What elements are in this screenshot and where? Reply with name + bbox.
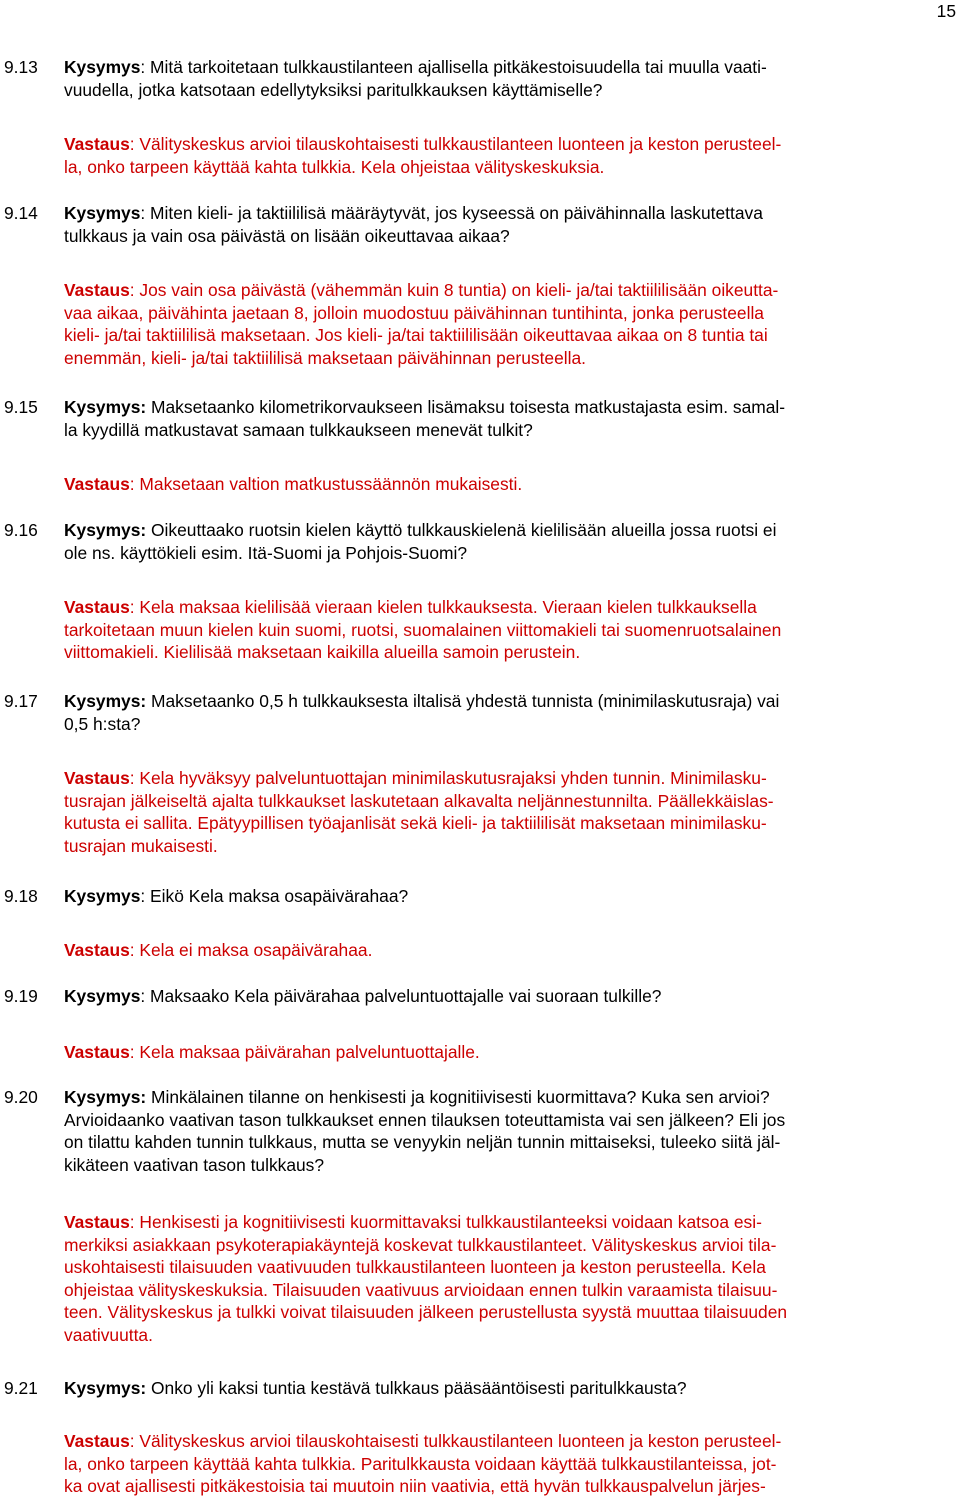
question-number: 9.21 [4,1378,38,1398]
answer-text [64,1211,952,1346]
answer-line: vaativuutta. [64,1324,153,1345]
answer-text [64,1430,952,1498]
answer-text [64,596,952,664]
answer-line: tusrajan jälkeiseltä ajalta tulkkaukset laskutetaan alkavalta neljännestunnilta. Päällekkäislas- [64,790,774,811]
answer-line: : Kela maksaa päivärahan palveluntuottajalle. [129,1042,480,1062]
answer-block [0,1430,960,1498]
question-line: : Mitä tarkoitetaan tulkkaustilanteen ajallisella pitkäkestoisuudella tai muulla vaati- [140,57,767,77]
answer-line: la, onko tarpeen käyttää kahta tulkkia. Paritulkkausta voidaan käyttää tulkkaustilanteissa, jot- [64,1453,777,1474]
answer-line: vaa aikaa, päivähinta jaetaan 8, jolloin muodostuu päivähinnan tuntihinta, jonka perusteella [64,302,764,323]
question-label: Kysymys: [64,691,147,711]
question-block [0,885,960,908]
answer-text [64,939,952,962]
question-text [64,396,952,441]
answer-line: : Välityskeskus arvioi tilauskohtaisesti tulkkaustilanteen luonteen ja keston perusteel- [129,1431,782,1451]
question-block [0,202,960,247]
answer-label: Vastaus [64,597,130,617]
answer-line: teen. Välityskeskus ja tulkki voivat tilaisuuden jälkeen perustellusta syystä muuttaa tilaisuuden [64,1302,788,1322]
question-label: Kysymys: [64,1378,147,1398]
answer-line: viittomakieli. Kielilisää maksetaan kaikilla alueilla samoin perustein. [64,642,581,662]
question-number: 9.14 [4,203,38,223]
question-line: on tilattu kahden tunnin tulkkaus, mutta se venyykin neljän tunnin mittaiseksi, tuleeko siitä jäl- [64,1132,781,1152]
answer-line: : Henkisesti ja kognitiivisesti kuormittavaksi tulkkaustilanteeksi voidaan katsoa esi- [129,1212,762,1232]
question-text [64,690,952,735]
question-label: Kysymys [64,57,141,77]
question-label: Kysymys: [64,520,147,540]
question-line: la kyydillä matkustavat samaan tulkkaukseen menevät tulkit? [64,419,533,440]
answer-block [0,596,960,664]
question-line: Maksetaanko 0,5 h tulkkauksesta iltalisä yhdestä tunnista (minimilaskutusraja) vai [146,691,780,711]
question-line: Minkälainen tilanne on henkisesti ja kognitiivisesti kuormittava? Kuka sen arvioi? [146,1087,770,1107]
answer-label: Vastaus [64,1431,130,1451]
answer-line: : Kela hyväksyy palveluntuottajan minimilaskutusrajaksi yhden tunnin. Minimilasku- [129,768,767,788]
answer-line: uskohtaisesti tilaisuuden vaativuuden tulkkaustilanteen luonteen ja keston perusteella. Kela [64,1257,766,1277]
question-line: vuudella, jotka katsotaan edellytyksiksi paritulkkauksen käyttämiselle? [64,79,603,100]
question-block [0,985,960,1008]
answer-line: tusrajan mukaisesti. [64,835,218,856]
question-line: kikäteen vaativan tason tulkkaus? [64,1154,325,1175]
answer-label: Vastaus [64,134,130,154]
answer-text [64,133,952,178]
answer-line: merkiksi asiakkaan psykoterapiakäyntejä koskevat tulkkaustilanteet. Välityskeskus arvioi tila- [64,1234,777,1255]
answer-line: : Kela ei maksa osapäivärahaa. [129,940,373,960]
question-line: Onko yli kaksi tuntia kestävä tulkkaus pääsääntöisesti paritulkkausta? [146,1378,687,1398]
question-text [64,1086,952,1176]
answer-text [64,767,952,857]
page-number: 15 [936,1,956,21]
answer-label: Vastaus [64,940,130,960]
answer-label: Vastaus [64,768,130,788]
answer-line: la, onko tarpeen käyttää kahta tulkkia. Kela ohjeistaa välityskeskuksia. [64,156,605,177]
question-block [0,1086,960,1176]
answer-block [0,133,960,178]
question-line: : Maksaako Kela päivärahaa palveluntuottajalle vai suoraan tulkille? [140,986,662,1006]
question-line: Maksetaanko kilometrikorvaukseen lisämaksu toisesta matkustajasta esim. samal- [146,397,786,417]
question-line: Oikeuttaako ruotsin kielen käyttö tulkkauskielenä kielilisään alueilla jossa ruotsi ei [146,520,777,540]
question-number: 9.19 [4,986,38,1006]
answer-text [64,279,952,369]
question-block [0,1377,960,1400]
question-text [64,519,952,564]
question-label: Kysymys [64,886,141,906]
answer-line: tarkoitetaan muun kielen kuin suomi, ruotsi, suomalainen viittomakieli tai suomenruotsalainen [64,619,782,640]
answer-line: ohjeistaa välityskeskuksia. Tilaisuuden vaativuus arvioidaan ennen tulkin varaamista tilaisuu- [64,1279,778,1300]
question-line: ole ns. käyttökieli esim. Itä-Suomi ja Pohjois-Suomi? [64,542,468,563]
question-block [0,690,960,735]
answer-line: kutusta ei sallita. Epätyypillisen työajanlisät sekä kieli- ja taktiililisät maksetaan minimilasku- [64,813,767,833]
question-line: tulkkaus ja vain osa päivästä on lisään oikeuttavaa aikaa? [64,225,510,246]
question-line: : Eikö Kela maksa osapäivärahaa? [140,886,409,906]
question-label: Kysymys [64,203,141,223]
answer-line: ka ovat ajallisesti pitkäkestoisia tai muutoin niin vaativia, että hyvän tulkkauspalvelun järjes- [64,1476,766,1496]
question-text [64,56,952,101]
question-number: 9.20 [4,1087,38,1107]
question-label: Kysymys: [64,1087,147,1107]
answer-block [0,1041,960,1064]
question-line: 0,5 h:sta? [64,713,141,734]
question-text [64,1377,952,1400]
question-text [64,885,952,908]
answer-line: : Kela maksaa kielilisää vieraan kielen tulkkauksesta. Vieraan kielen tulkkauksella [129,597,757,617]
answer-block [0,939,960,962]
question-number: 9.16 [4,520,38,540]
answer-block [0,767,960,857]
answer-line: enemmän, kieli- ja/tai taktiililisä maksetaan päivähinnan perusteella. [64,347,586,368]
answer-line: : Välityskeskus arvioi tilauskohtaisesti tulkkaustilanteen luonteen ja keston perusteel- [129,134,782,154]
question-block [0,396,960,441]
question-label: Kysymys: [64,397,147,417]
answer-block [0,1211,960,1346]
answer-block [0,473,960,496]
answer-text [64,473,952,496]
question-line: : Miten kieli- ja taktiililisä määräytyvät, jos kyseessä on päivähinnalla laskutettava [140,203,763,223]
question-block [0,56,960,101]
answer-text [64,1041,952,1064]
answer-block [0,279,960,369]
question-label: Kysymys [64,986,141,1006]
answer-label: Vastaus [64,474,130,494]
answer-line: kieli- ja/tai taktiililisä maksetaan. Jos kieli- ja/tai taktiililisään oikeuttavaa aikaa on 8 tuntia tai [64,325,768,345]
question-number: 9.18 [4,886,38,906]
answer-label: Vastaus [64,1042,130,1062]
question-number: 9.17 [4,691,38,711]
answer-label: Vastaus [64,1212,130,1232]
question-number: 9.13 [4,57,38,77]
question-block [0,519,960,564]
answer-line: : Jos vain osa päivästä (vähemmän kuin 8 tuntia) on kieli- ja/tai taktiililisään oikeutta- [129,280,779,300]
answer-label: Vastaus [64,280,130,300]
question-text [64,202,952,247]
question-number: 9.15 [4,397,38,417]
question-text [64,985,952,1008]
answer-line: : Maksetaan valtion matkustussäännön mukaisesti. [129,474,523,494]
question-line: Arvioidaanko vaativan tason tulkkaukset ennen tilauksen toteuttamista vai sen jälkeen? Eli jos [64,1109,786,1130]
